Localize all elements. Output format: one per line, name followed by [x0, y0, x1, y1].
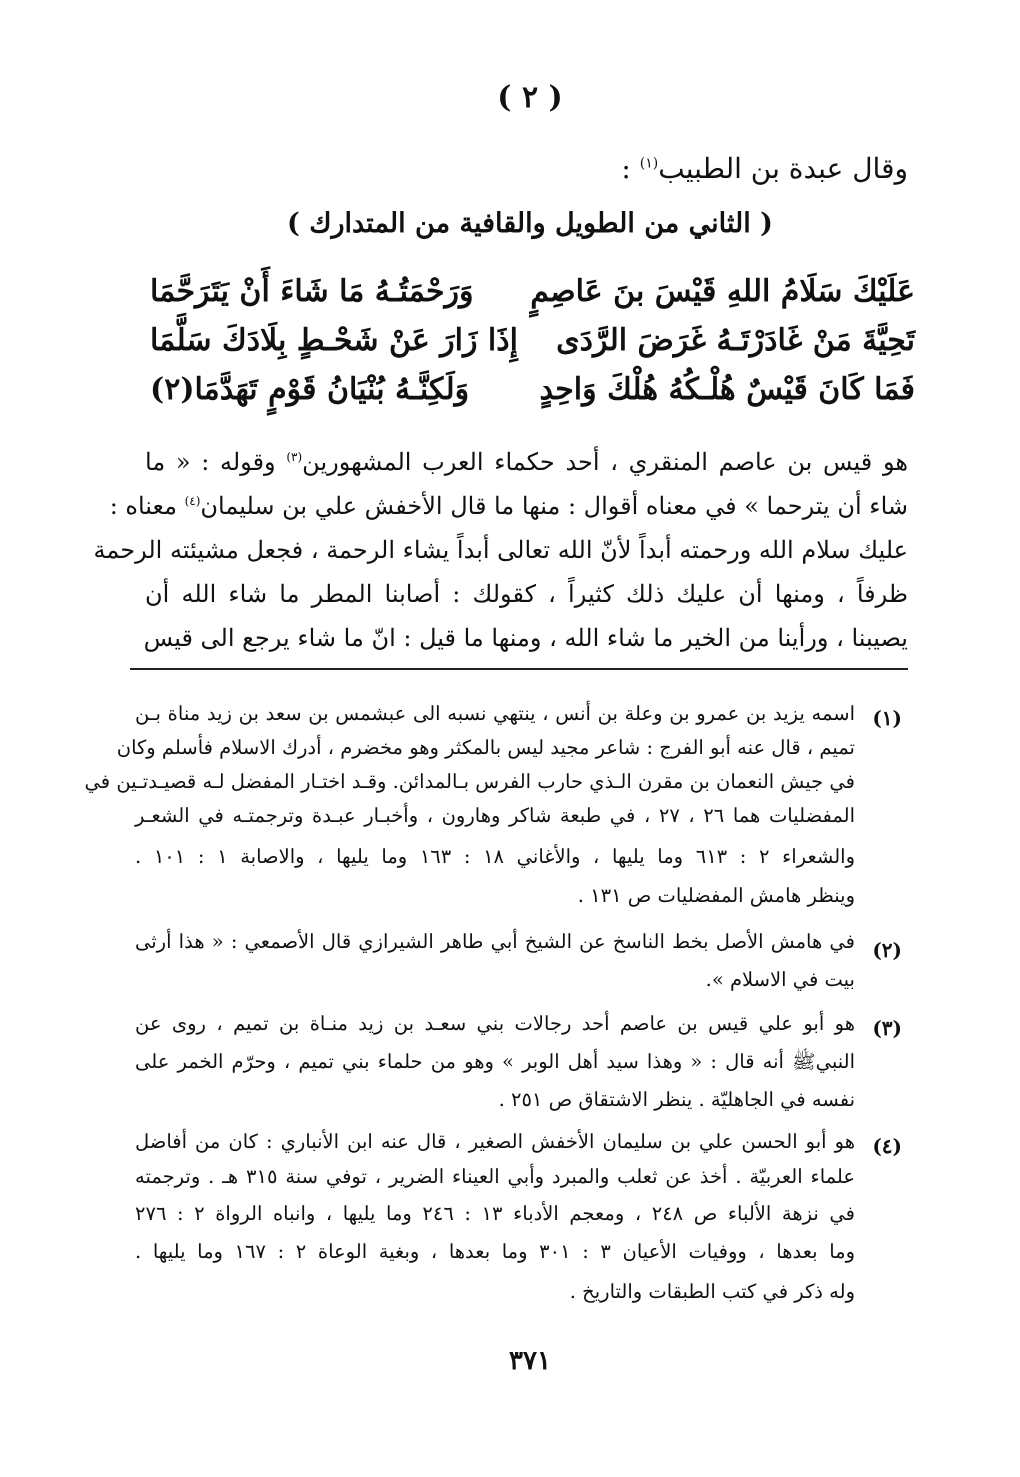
footnote-separator — [130, 668, 908, 670]
footnote-1-number: (١) — [872, 706, 902, 730]
page-number: ٣٧١ — [509, 1346, 551, 1376]
intro-text: وقال عبدة بن الطبيب — [658, 152, 908, 185]
commentary-line-4: ظرفاً ، ومنها أن عليك ذلك كثيراً ، كقولك : أصابنا المطر ما شاء الله أن — [145, 580, 908, 608]
verse-3-second-hemistich: وَلَكِنَّـهُ بُنْيَانُ قَوْمٍ تَهَدَّمَا(٢) — [150, 372, 470, 407]
section-number: ( ٢ ) — [497, 80, 563, 115]
commentary-line-2-text: شاء أن يترحما » في معناه أقوال : منها ما قال الأخفش علي بن سليمان — [200, 492, 908, 520]
footnote-2-number: (٢) — [872, 938, 902, 962]
footnote-3-line-2: النبيﷺ أنه قال : « وهذا سيد أهل الوبر » وهو من حلماء بني تميم ، وحرّم الخمر على — [135, 1050, 855, 1073]
commentary-line-3: عليك سلام الله ورحمته أبداً لأنّ الله تعالى أبداً يشاء الرحمة ، فجعل مشيئته الرحمة — [93, 536, 908, 564]
footnote-4-line-1: هو أبو الحسن علي بن سليمان الأخفش الصغير ، قال عنه ابن الأنباري : كان من أفاضل — [135, 1130, 855, 1153]
intro-footnote-ref: (١) — [639, 155, 659, 172]
footnote-1-line-2: تميم ، قال عنه أبو الفرج : شاعر مجيد ليس بالمكثر وهو مخضرم ، أدرك الاسلام فأسلم وكان — [116, 736, 855, 759]
meter-heading: ( الثاني من الطويل والقافية من المتدارك ) — [287, 208, 773, 239]
verse-1 — [150, 274, 915, 326]
commentary-line-2-tail: معناه : — [109, 492, 185, 520]
footnote-1-line-1: اسمه يزيد بن عمرو بن وعلة بن أنس ، ينتهي نسبه الى عبشمس بن سعد بن زيد مناة بـن — [135, 702, 855, 725]
footnote-4-line-3: في نزهة الألباء ص ٢٤٨ ، ومعجم الأدباء ١٣ : ٢٤٦ وما يليها ، وانباه الرواة ٢ : ٢٧٦ — [135, 1202, 856, 1225]
footnote-1-line-6: وينظر هامش المفضليات ص ١٣١ . — [577, 884, 855, 907]
footnote-2-line-1: في هامش الأصل بخط الناسخ عن الشيخ أبي طاهر الشيرازي قال الأصمعي : « هذا أرثى — [135, 930, 855, 953]
footnote-4-line-4: وما بعدها ، ووفيات الأعيان ٣ : ٣٠١ وما بعدها ، وبغية الوعاة ٢ : ١٦٧ وما يليها . — [135, 1240, 856, 1263]
footnote-3-number: (٣) — [872, 1016, 902, 1040]
poem-intro — [621, 152, 908, 185]
verse-2 — [150, 323, 915, 375]
footnote-4-line-2: علماء العربيّة . أخذ عن ثعلب والمبرد وأبي العيناء الضرير ، توفي سنة ٣١٥ هـ . وترجمته — [135, 1165, 855, 1188]
verse-1-second-hemistich: وَرَحْمَتُـهُ مَا شَاءَ أَنْ يَتَرَحَّمَا — [150, 274, 474, 309]
commentary-line-1-text: هو قيس بن عاصم المنقري ، أحد حكماء العرب المشهورين — [302, 448, 909, 476]
footnote-1-line-3: في جيش النعمان بن مقرن الـذي حارب الفرس بـالمدائن. وقـد اختـار المفضل لـه قصيـدتـين في — [84, 770, 855, 793]
commentary-line-1 — [145, 448, 908, 488]
footnote-1-line-4: المفضليات هما ٢٦ ، ٢٧ ، في طبعة شاكر وهارون ، وأخبـار عبـدة وترجمتـه في الشعـر — [135, 804, 855, 827]
commentary-line-5: يصيبنا ، ورأينا من الخير ما شاء الله ، ومنها ما قيل : انّ ما شاء يرجع الى قيس — [143, 624, 908, 652]
verse-3-first-hemistich: فَمَا كَانَ قَيْسٌ هُلْـكُهُ هُلْكَ وَاحِدٍ — [539, 372, 915, 407]
footnote-1-line-5: والشعراء ٢ : ٦١٣ وما يليها ، والأغاني ١٨ : ١٦٣ وما يليها ، والاصابة ١ : ١٠١ . — [135, 845, 856, 868]
footnote-4-number: (٤) — [872, 1134, 902, 1158]
footnote-3-line-3: نفسه في الجاهليّة . ينظر الاشتقاق ص ٢٥١ . — [498, 1088, 855, 1111]
footnote-4-line-5: وله ذكر في كتب الطبقات والتاريخ . — [569, 1280, 855, 1303]
verse-3 — [150, 372, 915, 424]
intro-colon: : — [621, 152, 640, 185]
footnote-3-line-1: هو أبو علي قيس بن عاصم أحد رجالات بني سعـد بن زيد منـاة بن تميم ، روى عن — [135, 1012, 855, 1035]
footnote-ref-4: (٤) — [184, 494, 201, 508]
verse-1-first-hemistich: عَلَيْكَ سَلَامُ اللهِ قَيْسَ بنَ عَاصِمٍ — [530, 274, 915, 309]
footnote-2-line-2: بيت في الاسلام ». — [705, 968, 855, 991]
commentary-line-1-tail: وقوله : « ما — [145, 448, 287, 476]
verse-2-first-hemistich: تَحِيَّةَ مَنْ غَادَرْتَـهُ غَرَضَ الرَّدَى — [556, 323, 915, 358]
commentary-line-2 — [109, 492, 908, 532]
verse-2-second-hemistich: إِذَا زَارَ عَنْ شَحْـطٍ بِلَادَكَ سَلَّمَا — [150, 323, 518, 358]
footnote-ref-3: (٣) — [286, 450, 303, 464]
